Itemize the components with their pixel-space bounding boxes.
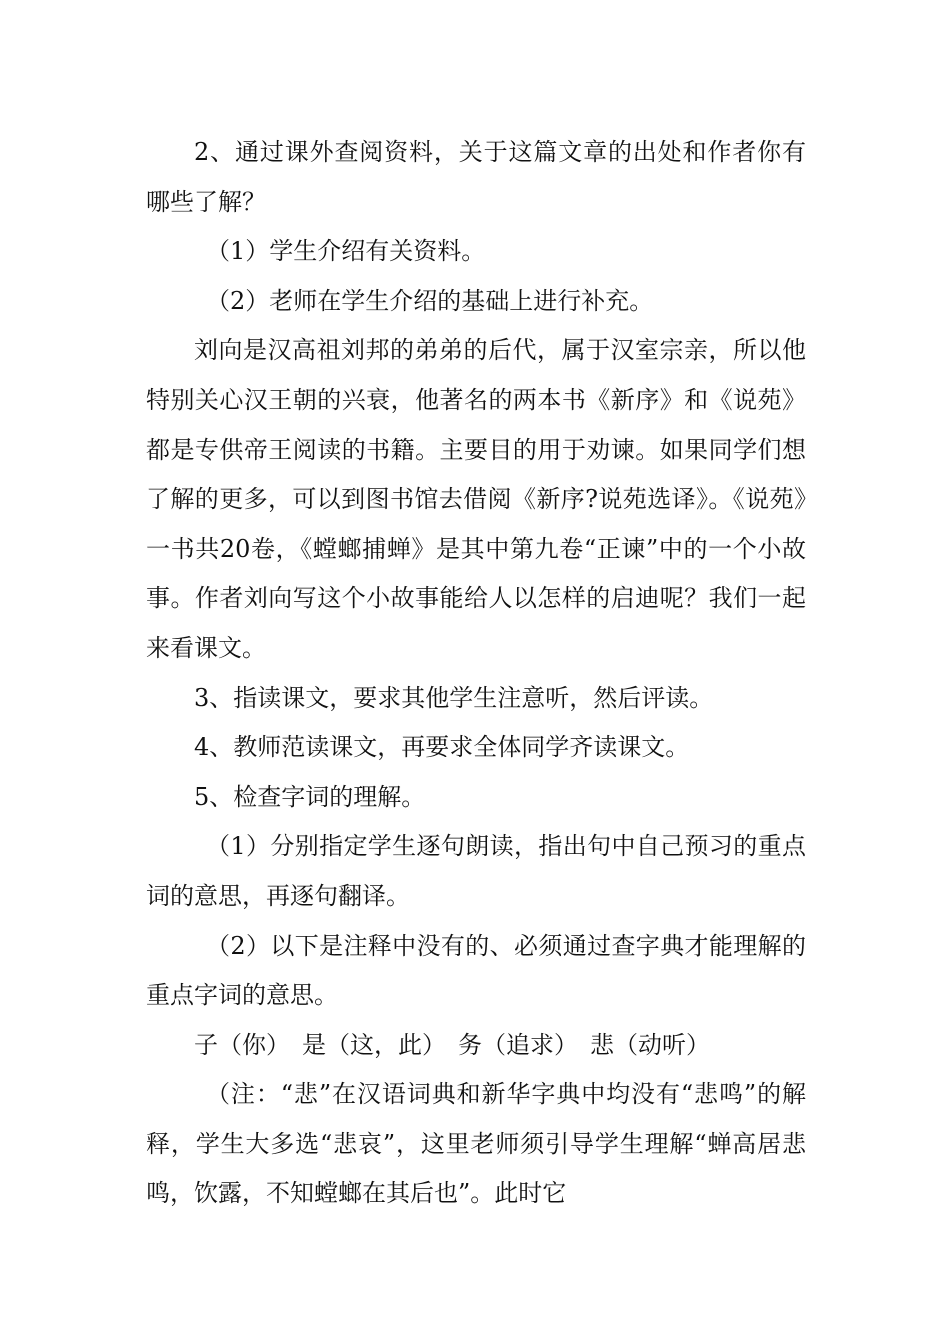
paragraph-item-3: 3、指读课文，要求其他学生注意听，然后评读。: [194, 683, 714, 712]
paragraph-step-1: （1）学生介绍有关资料。: [206, 237, 486, 266]
paragraph-item-5: 5、检查字词的理解。: [194, 782, 426, 811]
document-body: [146, 128, 806, 1219]
paragraph-substep-2: （2）以下是注释中没有的、必须通过查字典才能理解的重点字词的意思。: [146, 931, 806, 1010]
paragraph-substep-1: （1）分别指定学生逐句朗读，指出句中自己预习的重点词的意思，再逐句翻译。: [146, 832, 806, 910]
paragraph-item-4: 4、教师范读课文，再要求全体同学齐读课文。: [194, 733, 690, 762]
paragraph-step-2: （2）老师在学生介绍的基础上进行补充。: [206, 286, 654, 315]
paragraph-question-2: 2、通过课外查阅资料，关于这篇文章的出处和作者你有哪些了解？: [146, 138, 806, 216]
paragraph-word-glossary: 子（你） 是（这，此） 务（追求） 悲（动听）: [194, 1030, 710, 1059]
paragraph-liu-xiang-intro: 刘向是汉高祖刘邦的弟弟的后代，属于汉室宗亲，所以他特别关心汉王朝的兴衰，他著名的两本书《新序》和《说苑》都是专供帝王阅读的书籍。主要目的用于劝谏。如果同学们想了解的更多，可以到图书馆去借阅《新序?说苑选译》。《说苑》一书共20卷，《螳螂捕蝉》是其中第九卷“正谏”中的一个小故事。作者刘向写这个小故事能给人以怎样的启迪呢？我们一起来看课文。: [146, 336, 806, 662]
paragraph-note: （注：“悲”在汉语词典和新华字典中均没有“悲鸣”的解释，学生大多选“悲哀”，这里老师须引导学生理解“蝉高居悲鸣，饮露，不知螳螂在其后也”。此时它: [146, 1080, 806, 1208]
